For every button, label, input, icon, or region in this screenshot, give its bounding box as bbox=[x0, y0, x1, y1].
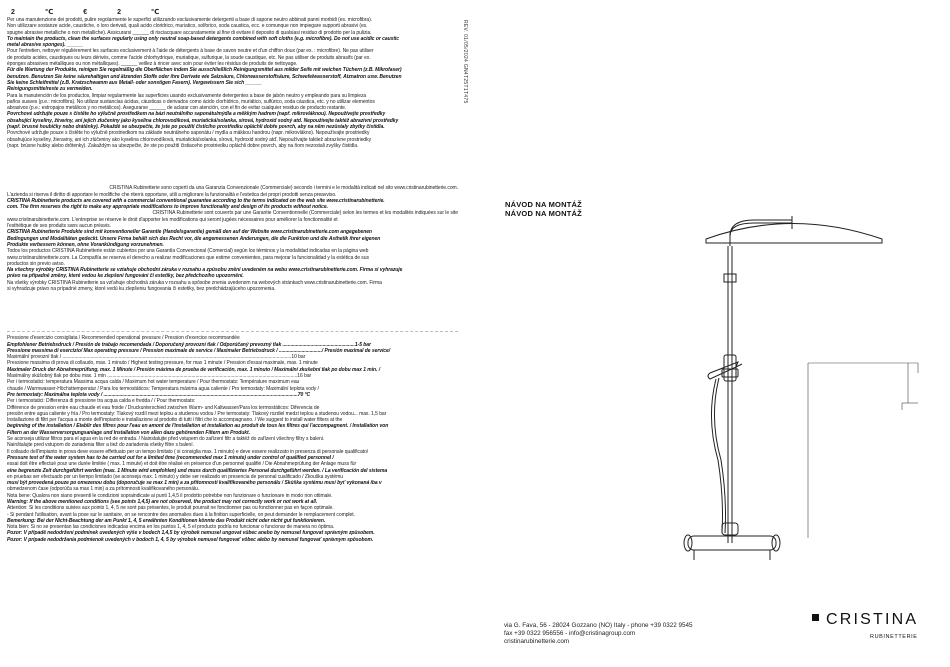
spec-line: musí být provedená pouze po omezenou dobu (doporučuje se max 1 min) a za přítomnosti kvalifikovaného personálu / Skúška systému musí byť vykonaná iba v bbox=[7, 480, 382, 487]
guarantee-line: www.cristinarubinetterie.com. La Compañía se reserva el derecho a realizar modificaciones que estime convenientes, para mejorar la funcionalidad y la estética de sus bbox=[7, 254, 369, 261]
logo-subtitle: RUBINETTERIE bbox=[870, 634, 918, 640]
maintenance-line: (napr. brúsne hubky alebo drôtenky). Zakaždým sa ubezpečte, že ste po použití čistiaceho prostriedku opláchli dobre povrch, aby na ňom nezostali zvyšky čistidla. bbox=[7, 142, 359, 149]
logo-square-icon bbox=[812, 614, 819, 621]
spec-line: Per i termostatici: temperatura Massima acqua calda / Maximum hot water temperature / Pour thermostats: Température maximum eau bbox=[7, 379, 300, 386]
spec-line: Pressione d'esercizio consigliata / Recommended operational pressure / Pression d'exercice recommandée bbox=[7, 335, 240, 342]
maintenance-line: (např. brusné houbičky nebo drátěnky). Pokaždé se ubezpečte, že jste po použití čisticího prostředku opláchli dobře povrch, aby na něm nezůstaly zbytky čistidla. bbox=[7, 124, 385, 131]
guarantee-line: Produkte verbessern können, ohne Vorankündigung vorzunehmen. bbox=[7, 241, 164, 248]
spec-line: - Si pendant l'utilisation, avant la pose sur le sanitaire, on se rencontre des anomalies dues à la finition superficielle, on peut demander le remplacement complet. bbox=[7, 511, 355, 518]
specifications-section bbox=[7, 335, 458, 543]
guarantee-line: l'esthétique de ses produits sans aucun préavis. bbox=[7, 223, 111, 230]
maintenance-line: spugne abrasive metalliche o non metalliche). Assicurarsi ______ di risciacquare accuratamente al fine di evitare il deposito di qualsiasi residuo di prodotto per la pulizia. bbox=[7, 29, 372, 36]
spec-line: Nainštalujte pred vstupom do zariadenia filter a tiež do zariadenia všetky filtre s balení. bbox=[7, 442, 194, 449]
guarantee-line: CRISTINA Rubinetterie Produkte sind mit konventioneller Garantie (Handelsgarantie) gemäß den auf der Website www.cristinarubinetterie.com angegebenen bbox=[7, 229, 372, 236]
spec-line: eine begrenzte Zeit durchgeführt werden (max. 1 Minute wird empfohlen) und muss durch qualifiziertes Personal durchgeführt werden. / La verificación del sistema bbox=[7, 467, 388, 474]
maintenance-line: Povrchové udržujte pouze s čistěte ho výlučně prostředkem na bázi neutrálního saponátu/mýdla a měkkým hadrem (např. mikrovláknou). Nepoužívejte prostředky bbox=[7, 111, 386, 118]
maintenance-line: Povrchové udržujte pouze s čistěte ho výlučně prostriedkom na základe neutrálneho saponátu / mydla a mäkkou handrou (napr. mikrovlákno). Nepoužívajte prostriedky bbox=[7, 130, 370, 137]
spec-line: Pressure test of the water system has to be carried out for a limited time (recommended max 1 minute) under control of qualified personnel / bbox=[7, 454, 334, 461]
shower-hose bbox=[711, 379, 722, 533]
spec-line: obmedzenom čase (odporúča sa max 1 min) a za prítomnosti kvalifikovaného personálu. bbox=[7, 486, 200, 493]
wall-bracket bbox=[724, 274, 736, 282]
logo-wordmark: CRISTINA bbox=[826, 611, 919, 628]
company-address: via G. Fava, 56 - 28024 Gozzano (NO) Italy - phone +39 0322 9545 bbox=[504, 622, 693, 629]
maintenance-line: obsahující kyseliny, žíraviny, ani jejich zlučeniny jako kyselina chlorovodíková, muriatická/solanka, sírová, hydroxid sodný atd. Nepoužívejte taktéž abrazivní prostředky bbox=[7, 117, 399, 124]
spec-line: Bemerkung: Bei der Nicht-Beachtung der am Punkt 1, 4, 5 erwähnten Konditionen könnte das Produkt nicht oder nicht gut funktionieren. bbox=[7, 517, 326, 524]
guarantee-line: Todos los productos CRISTINA Rubinetterie están cubiertos por una Garantía Convencional (Comercial) según los términos y la modalidad indicadas en la página web bbox=[7, 248, 369, 255]
spec-line: Attention: Si les conditions suivies aux points 1, 4, 5 ne sont pas présentes, le produit pourrait ne fonctionner pas ou fonctionner pas en façon optimale. bbox=[7, 505, 334, 512]
maintenance-line: abrasivos (p.e.: estropajos metálicos y no metálicos). Asegurarse ______ de aclarar con atención, con el fin de evitar cualquier residuo de producto restante. bbox=[7, 105, 347, 112]
assembly-title-2: NÁVOD NA MONTÁŽ bbox=[505, 209, 582, 218]
spec-line: Filtern an der Wasserversorgungsanlage und Installation von allen dazu gehörenden Filtern am Produkt. bbox=[7, 429, 250, 436]
maintenance-line: Sie keine Schleifmittel (z.B. Kratzschwamm aus Metall- oder sonstigen Fasern). Vergewissern Sie sich ______ bbox=[7, 79, 262, 86]
spec-line: presión entre agua caliente y fría / Pro termostaty: Tlakový rozdíl mezi teplou a studenou vodou / Pre termostaty: Tlakový rozdiel medzi teplou a studenou vodou... max. 1,5 bar bbox=[7, 410, 387, 417]
spec-line: en pruebas ser efectuado por un tiempo limitado (se aconseja max. 1 minuto) y debe ser realizado en presencia de personal cualificado / Zkouška systému bbox=[7, 473, 343, 480]
maintenance-section bbox=[7, 17, 458, 149]
spec-line: Pozor: V prípade nedodržania podmienok uvedených v bodoch 1, 4, 5 by výrobok nemusel fungovať vôbec alebo by nemusel fungovať správnym spôsobom. bbox=[7, 536, 374, 543]
maintenance-line: Für die Wartung der Produkte, reinigen Sie regelmäßig die Oberflächen indem Sie ausschließlich Reinigungsmittel aus milder Seife mit weichen Tüchern (z.B. Mikrofaser) bbox=[7, 67, 402, 74]
maintenance-line: Para la manutención de los productos, limpiar regularmente las superficies usando exclusivamente detergentes a base de jabón neutro y empleando para su limpieza bbox=[7, 92, 367, 99]
revision-label bbox=[462, 20, 470, 170]
divider bbox=[7, 331, 458, 332]
guarantee-line: com. The firm reserves the right to make any appropriate modifications to improve functionality and design of its products without notice. bbox=[7, 204, 328, 211]
spec-line: Se aconseja utilizar filtros para el agua en la red de entrada. / Nainstalujte před vstupem do zařízení filtr a taktéž do zařízení všechny filtry s baleni. bbox=[7, 436, 325, 443]
guarantee-line: CRISTINA Rubinetterie sono coperti da una Garanzia Convenzionale (Commerciale) secondo i termini e le modalità indicati nel sito www.cristinarubinetterie.com. bbox=[109, 185, 458, 192]
maintenance-line: Pour l'entretien, nettoyer régulièrement les surfaces exclusivement à l'aide de détergents à base de savon neutre et d'un chiffon doux (par ex. : microfibre). Ne pas utiliser bbox=[7, 48, 374, 55]
spec-line: essai doit être effectué pour une durée limitée ( max. 1 minute) et doit être réalisé en présence d'un personnel qualifié / Die Abnahmeprüfung der Anlage muss für bbox=[7, 461, 357, 468]
spec-line: Pressione massima di esercizio/ Max operating pressure / Pression maximale de service / Maximaler Betriebsdruck / ................................/ Presión maximal de service/ bbox=[7, 347, 391, 354]
assembly-title: NÁVOD NA MONTÁŽ bbox=[505, 200, 582, 209]
spec-line: beginning of the installation / Établir des filtres pour l'eau en amont de l'installation et installation au produit de tous les filtres qui l'accompagnent. / Installation von bbox=[7, 423, 389, 430]
maintenance-line: paños suaves (p.e.: microfibra). No utilizar sustancias ácidas, cáusticas o derivados como ácido clorhídrico, muriático, sulfúrico, soda cáustica, etc. y no utilizar elementos bbox=[7, 98, 375, 105]
spec-line: Per i termostatici: Differenza di pressione tra acqua calda e fredda / / Pour thermostats: bbox=[7, 398, 196, 405]
guarantee-line: Na všechny výrobky CRISTINA Rubinetterie se vztahuje obchodní záruka v rozsahu a způsobu zněni uvedeném na webu www.cristinarubinetterie.com. Firma si vyhrazuje bbox=[7, 267, 403, 274]
text-column bbox=[7, 8, 458, 660]
spec-line: Différence de pression entre eau chaude et eau froide / Druckunterschied zwischen Warm- und Kaltwasser/Para los termostáticos: Diferencia de bbox=[7, 404, 320, 411]
spec-line: Nota bien: Si no se presentan las condiciones indicadas encima en los puntos 1, 4, 5 el producto podría no funcionar o funcionar de manera no óptima. bbox=[7, 524, 335, 531]
maintenance-line: Reinigungsmittelreste zu vermeiden. bbox=[7, 86, 93, 93]
guarantee-line: CRISTINA Rubinetterie sont couverts par une Garantie Conventionnelle (Commerciale) selon les termes et les modalités indiquées sur le site bbox=[152, 210, 458, 217]
spec-line: Empfohlener Betriebsdruck / Presión de trabajo recomendada / Doporučený provozní tlak / Odporúčaný prevozný tlak ......................................................1-5 bar bbox=[7, 341, 371, 348]
spec-line: Maximaler Druck der Abnahmeprüfung, max. 1 Minute / Presión máxima de prueba de verificación, max. 1 minuto / Maximální zkušební tlak po dobu max 1 min. / bbox=[7, 366, 381, 373]
spec-line: Pozor: V případě nedodržení podmínek uvedených výše v bodech 1,4,5 by výrobek nemusel ungovat vůbec anebo by nemusel fungovat správným způsobem. bbox=[7, 530, 375, 537]
maintenance-line: Per una manutenzione dei prodotti, pulire regolarmente le superfici utilizzando esclusivamente detergenti a base di sapone neutro abbinati panni morbidi (es. microfibra). bbox=[7, 17, 373, 23]
maintenance-line: obsahujúce kyseliny, žieraviny, ani ich zlúčeniny ako kyselina chlorovodíková, muriatická/solanka, sírová, hydroxid sodný atď. Nepoužívajte taktiež abrazívne prostriedky bbox=[7, 136, 372, 143]
guarantee-section bbox=[7, 185, 458, 292]
maintenance-line: To maintain the products, clean the surfaces regularly using only neutral soap-based detergents combined with soft cloths (e.g. microfibre). Do not use acidic or caustic bbox=[7, 35, 399, 42]
spec-line: Il collaudo dell'impianto in prova deve essere effettuato per un tempo limitato ( si consiglia max. 1 minuto) e deve essere realizzato in presenza di personale qualificato/ bbox=[7, 448, 369, 455]
guarantee-line: CRISTINA Rubinetterie products are covered with a commercial conventional guarantee according to the terms indicated on the web site www.cristinarubinetterie. bbox=[7, 197, 385, 204]
spec-line: Nota bene: Qualora non siano presenti le condizioni sopraindicate ai punti 1,4,5 il prodotto potrebbe non funzionare o funzionare in modo non ottimale. bbox=[7, 492, 333, 499]
spec-line: Installazione di filtri per l'acqua a monte dell'impianto e installazione al prodotto di tutti i filtri che lo accompagnano. / We suggest to install water filters at the bbox=[7, 417, 343, 424]
cristina-logo bbox=[812, 612, 937, 652]
revision-text: REV. 01/05/2024 GN4T25T1T475 bbox=[462, 20, 468, 104]
guarantee-line: si vyhradzuje právo na prípadné zmeny, ktoré vedú ku zlepšeniu fungovania či estetiky, bez predchádzajúceho upozornenia. bbox=[7, 285, 276, 292]
hand-shower bbox=[708, 362, 738, 379]
rain-shower-head bbox=[706, 224, 882, 244]
spec-line: Maximální provozní tlak / ...........................................................................................................................................................................10 bar bbox=[7, 354, 306, 361]
guarantee-line: productos sin previo aviso. bbox=[7, 260, 65, 267]
maintenance-line: éponges abrasives métalliques ou non métalliques). ______ veillez à rincer avec soin pour éviter les résidus de produits de nettoyage. bbox=[7, 61, 298, 68]
maintenance-line: metal abrasive sponges). ______ bbox=[7, 42, 84, 49]
contact-block bbox=[504, 622, 693, 647]
spec-line: chaude / Warmwasser-Höchsttemperatur / Para los termostáticos: Temperatura máxima agua caliente / Pro termostaty: Maximální teplota vody / bbox=[7, 385, 319, 392]
spec-line: Pre termostaty: Maximálna teplota vody / .................................................................................................................................................70 °C bbox=[7, 391, 311, 398]
diverter-knob bbox=[722, 523, 738, 535]
shower-column-drawing bbox=[670, 198, 940, 623]
certification-marks: 2 ℃ € 2 ℃ bbox=[11, 9, 174, 16]
guarantee-line: L'azienda si riserva il diritto di apportare le modifiche che riterrà opportune, utili a migliorare la funzionalità e l'estetica dei propri prodotti senza preavviso. bbox=[7, 191, 337, 198]
spec-line: Pressione massima di prova di collaudo, max. 1 minuto / Highest testing pressure, for max 1 minute / Pression d'essai maximale, max. 1 minute bbox=[7, 360, 318, 367]
company-website-link[interactable]: cristinarubinetterie.com bbox=[504, 638, 570, 646]
guarantee-line: právo na případné změny, které vedou ke zlepšení fungování či estetiky, bez předchozího upozornění. bbox=[7, 273, 244, 280]
maintenance-line: de produits acides, caustiques ou leurs dérivés, comme l'acide chlorhydrique, muriatique, sulfurique, la soude caustique, etc. Ne pas utiliser de produits abrasifs (par ex. bbox=[7, 54, 371, 61]
guarantee-line: Bedingungen und Modalitäten gedeckt. Unsere Firma behält sich das Recht vor, die angemessenen Änderungen, die die Funktion und die Ästhetik ihrer eigenen bbox=[7, 235, 381, 242]
maintenance-line: benutzen. Benutzen Sie keine säurehaltigen und ätzenden Stoffe oder ihre Derivate wie Salzsäure, Chlorwasserstoffsäure, Schwefelwasserstoff, Ätznatron usw. Benutzen bbox=[7, 73, 402, 80]
maintenance-line: Non utilizzare sostanze acide, caustiche, o loro derivati, quali acido cloridrico, muriatico, solforico, soda caustica, ecc. e comunque non impiegare supporti abrasivi (es. bbox=[7, 23, 368, 30]
spec-line: Maximálny skúšobný tlak po dobu max. 1 min ..............................................................................................................................................16 bar bbox=[7, 373, 312, 380]
guarantee-line: Na všetky výrobky CRISTINA Rubinetterie sa vzťahuje obchodná záruka v rozsahu a spôsobe znenia uvedenom na webových stránkach www.cristinarubinetterie.com. Firma bbox=[7, 279, 382, 286]
spec-line: Warning: If the above mentioned conditions (see points 1,4,5) are not observed, the product may not correctly work or not work at all. bbox=[7, 499, 318, 505]
company-fax-email[interactable]: fax +39 0322 956556 - info@cristinagroup.com bbox=[504, 630, 636, 638]
guarantee-line: www.cristinarubinetterie.com. L'entreprise se réserve le droit d'apporter les modifications qui seront jugées nécessaires pour améliorer la fonctionnalité et bbox=[7, 216, 338, 223]
